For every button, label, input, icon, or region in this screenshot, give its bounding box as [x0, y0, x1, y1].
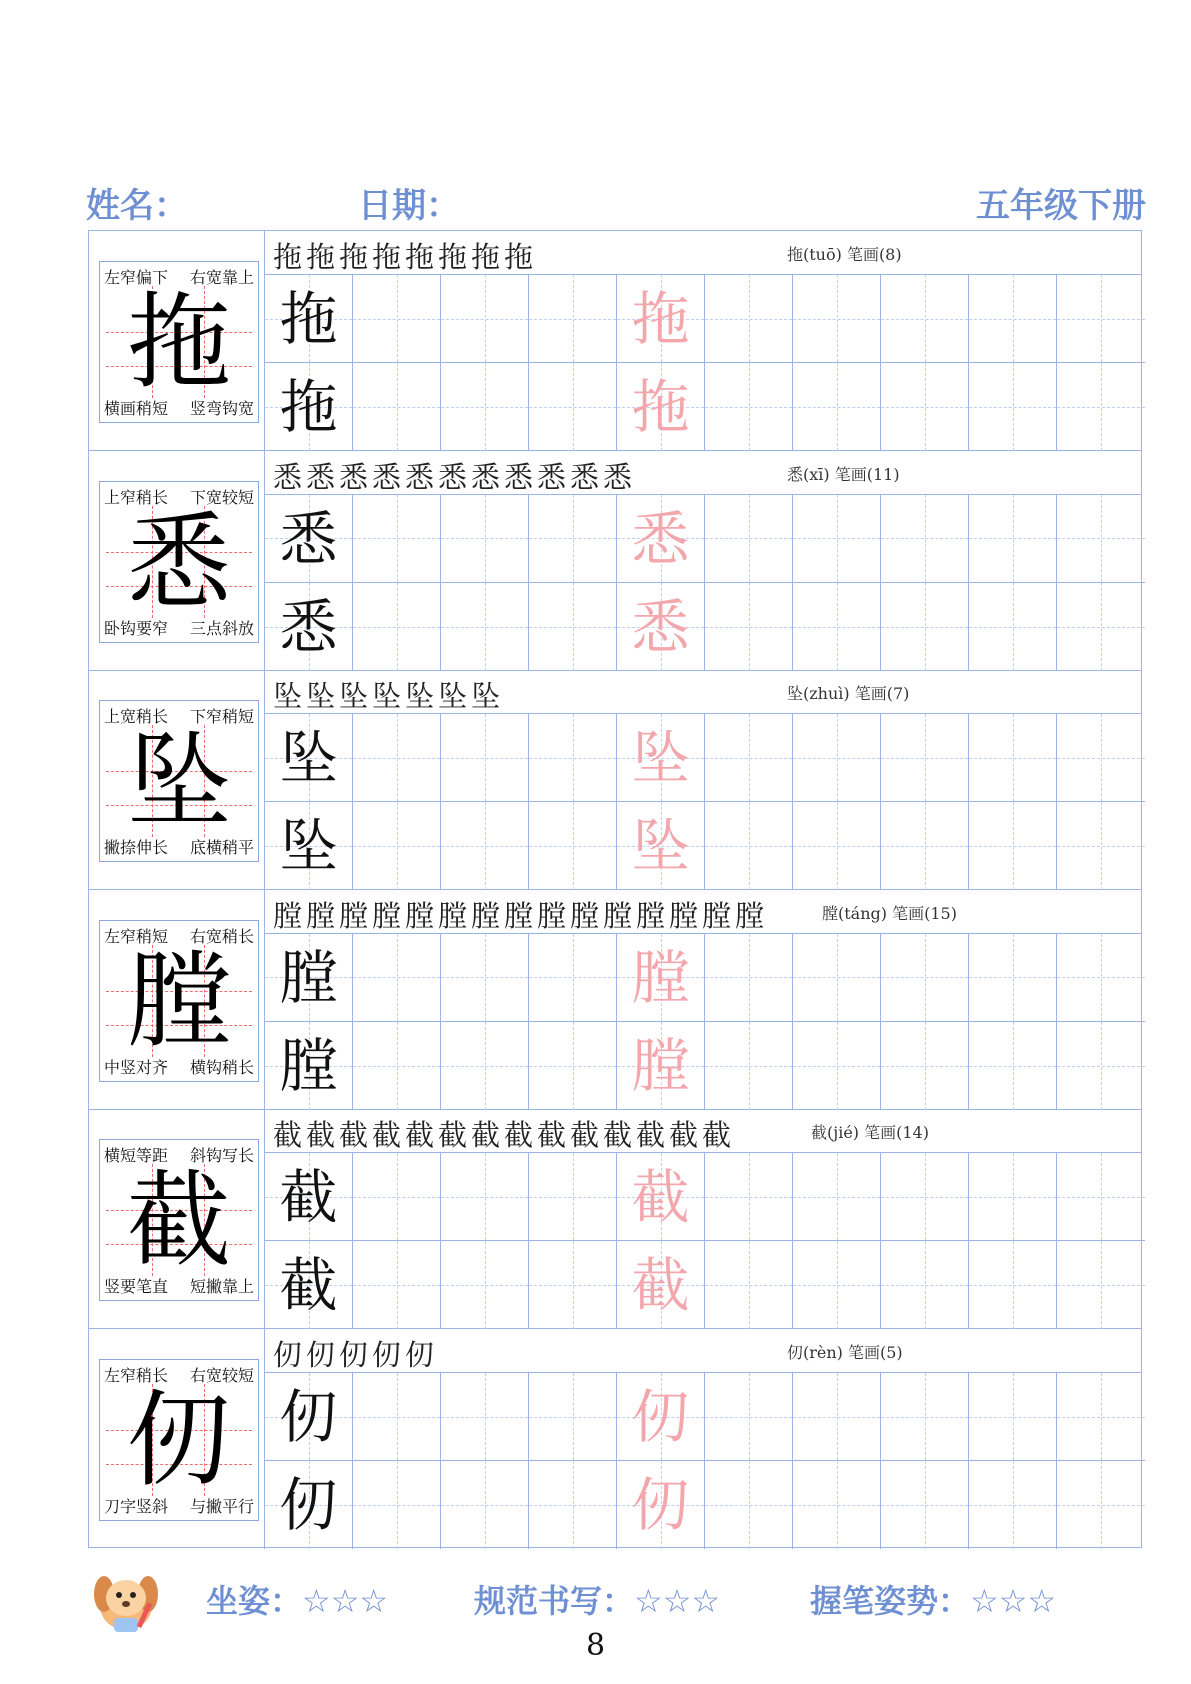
practice-grid: [265, 714, 1141, 890]
tian-grid-cell[interactable]: [705, 934, 793, 1022]
reference-cell: [89, 1109, 265, 1328]
tian-grid-cell[interactable]: [1057, 1373, 1145, 1461]
tian-grid-cell[interactable]: [529, 1153, 617, 1241]
tian-grid-cell[interactable]: [969, 714, 1057, 802]
tian-grid-cell[interactable]: [529, 802, 617, 890]
tian-grid-cell[interactable]: [881, 275, 969, 363]
trace-character: 坠: [631, 724, 690, 793]
footer: [86, 1568, 1146, 1628]
tian-grid-cell[interactable]: [1057, 363, 1145, 451]
tian-grid-cell[interactable]: [353, 1373, 441, 1461]
stroke-order-row: [265, 231, 1141, 275]
trace-character: 拖: [631, 373, 690, 441]
tian-grid-cell[interactable]: [353, 363, 441, 451]
tian-grid-cell[interactable]: [969, 495, 1057, 583]
stroke-order-row: [265, 451, 1141, 495]
tian-grid-cell[interactable]: [265, 275, 353, 363]
tian-grid-cell[interactable]: [969, 583, 1057, 671]
practice-row: [265, 583, 1141, 671]
tian-grid-cell[interactable]: [441, 363, 529, 451]
reference-card: [99, 920, 259, 1082]
tian-grid-cell[interactable]: [529, 1241, 617, 1329]
reference-cell: [89, 1329, 265, 1549]
trace-character: 仞: [631, 1383, 690, 1451]
practice-row: [265, 495, 1141, 583]
tian-grid-cell[interactable]: [617, 1373, 705, 1461]
reference-character: 膛: [126, 939, 231, 1062]
tian-grid-cell[interactable]: [969, 275, 1057, 363]
stroke-order-sequence: 膛膛膛膛膛膛膛膛膛膛膛膛膛膛膛: [273, 898, 769, 933]
tian-grid-cell[interactable]: [617, 275, 705, 363]
tian-grid-cell[interactable]: [881, 1022, 969, 1110]
tian-grid-cell[interactable]: [617, 802, 705, 890]
tian-grid-cell[interactable]: [353, 1022, 441, 1110]
tian-grid-cell[interactable]: [353, 495, 441, 583]
tian-grid-cell[interactable]: [617, 1241, 705, 1329]
tian-grid-cell[interactable]: [441, 1022, 529, 1110]
tian-grid-cell[interactable]: [705, 1241, 793, 1329]
tian-grid-cell[interactable]: [793, 934, 881, 1022]
model-character: 膛: [279, 1031, 338, 1100]
reference-card: [99, 481, 259, 643]
writing-tip: 右宽稍长: [189, 926, 254, 946]
writing-tip: 横短等距: [104, 1146, 169, 1166]
tian-grid-cell[interactable]: [793, 1022, 881, 1110]
reference-card: [99, 700, 259, 862]
tian-grid-cell[interactable]: [705, 1373, 793, 1461]
tian-grid-cell[interactable]: [617, 1153, 705, 1241]
writing-tip: 左窄稍长: [104, 1366, 169, 1385]
reference-character: 拖: [126, 281, 231, 403]
writing-tip: 斜钩写长: [189, 1146, 254, 1166]
practice-grid: [265, 934, 1141, 1110]
trace-character: 膛: [631, 943, 690, 1012]
tian-grid-cell[interactable]: [265, 1461, 353, 1549]
reference-card: [99, 261, 259, 423]
character-block: [89, 890, 1141, 1110]
tian-grid-cell[interactable]: [1057, 275, 1145, 363]
stroke-order-sequence: 截截截截截截截截截截截截截截: [273, 1118, 736, 1153]
model-character: 仞: [279, 1471, 338, 1539]
tian-grid-cell[interactable]: [705, 495, 793, 583]
tian-grid-cell[interactable]: [441, 1153, 529, 1241]
writing-tip: 左窄偏下: [104, 268, 169, 287]
practice-row: [265, 802, 1141, 890]
writing-tip: 横画稍短: [104, 399, 169, 418]
tian-grid-cell[interactable]: [793, 1461, 881, 1549]
tian-grid-cell[interactable]: [353, 1461, 441, 1549]
reference-cell: [89, 670, 265, 889]
reference-card: [99, 1139, 259, 1301]
trace-character: 悉: [631, 504, 690, 573]
tian-grid-cell[interactable]: [705, 1461, 793, 1549]
model-character: 坠: [279, 812, 338, 881]
tian-grid-cell[interactable]: [881, 1241, 969, 1329]
tian-grid-cell[interactable]: [353, 583, 441, 671]
tian-grid-cell[interactable]: [441, 495, 529, 583]
model-character: 拖: [279, 285, 338, 353]
practice-sheet: [88, 230, 1142, 1548]
tian-grid-cell[interactable]: [1057, 583, 1145, 671]
tian-grid-cell[interactable]: [881, 1153, 969, 1241]
pinyin-stroke-count: 截(jié) 笔画(14): [811, 1123, 929, 1143]
tian-grid-cell[interactable]: [529, 275, 617, 363]
practice-row: [265, 1022, 1141, 1110]
writing-tip: 短撇靠上: [189, 1277, 254, 1297]
model-character: 悉: [279, 592, 338, 661]
tian-grid-cell[interactable]: [529, 714, 617, 802]
practice-grid: [265, 275, 1141, 451]
tian-grid-cell[interactable]: [265, 1373, 353, 1461]
tian-grid-cell[interactable]: [793, 275, 881, 363]
writing-tip: 下宽较短: [189, 487, 254, 507]
tian-grid-cell[interactable]: [265, 934, 353, 1022]
trace-character: 悉: [631, 592, 690, 661]
reference-character: 仞: [126, 1379, 231, 1501]
tian-grid-cell[interactable]: [705, 802, 793, 890]
tian-grid-cell[interactable]: [529, 363, 617, 451]
writing-tip: 右宽较短: [189, 1366, 254, 1385]
tian-grid-cell[interactable]: [353, 275, 441, 363]
pinyin-stroke-count: 仞(rèn) 笔画(5): [787, 1343, 903, 1362]
tian-grid-cell[interactable]: [441, 583, 529, 671]
writing-tip: 刀字竖斜: [104, 1497, 169, 1516]
model-character: 悉: [279, 504, 338, 573]
pinyin-stroke-count: 膛(táng) 笔画(15): [822, 903, 957, 923]
writing-tip: 撇捺伸长: [104, 838, 169, 858]
tian-grid-cell[interactable]: [969, 1241, 1057, 1329]
reference-cell: [89, 451, 265, 670]
tian-grid-cell[interactable]: [793, 1373, 881, 1461]
puppy-mascot-icon: [86, 1558, 166, 1638]
writing-tip: 下窄稍短: [189, 707, 254, 727]
tian-grid-cell[interactable]: [1057, 714, 1145, 802]
name-label: 姓名：: [86, 186, 188, 226]
stroke-order-row: [265, 1109, 1141, 1153]
tian-grid-cell[interactable]: [793, 583, 881, 671]
trace-character: 截: [631, 1163, 690, 1232]
tian-grid-cell[interactable]: [1057, 495, 1145, 583]
model-character: 截: [279, 1251, 338, 1320]
reference-character: 悉: [126, 500, 231, 623]
reference-character: 截: [126, 1159, 231, 1282]
tian-grid-cell[interactable]: [529, 934, 617, 1022]
character-block: [89, 231, 1141, 451]
tian-grid-cell[interactable]: [265, 363, 353, 451]
pen-grip-rating: 握笔姿势：☆☆☆: [810, 1582, 1057, 1620]
practice-row: [265, 275, 1141, 363]
practice-grid: [265, 1373, 1141, 1549]
tian-grid-cell[interactable]: [705, 1022, 793, 1110]
tian-grid-cell[interactable]: [617, 1461, 705, 1549]
model-character: 仞: [279, 1383, 338, 1451]
trace-character: 截: [631, 1251, 690, 1320]
tian-grid-cell[interactable]: [881, 363, 969, 451]
tian-grid-cell[interactable]: [441, 275, 529, 363]
tian-grid-cell[interactable]: [1057, 1461, 1145, 1549]
tian-grid-cell[interactable]: [265, 495, 353, 583]
trace-character: 坠: [631, 812, 690, 881]
tian-grid-cell[interactable]: [265, 1022, 353, 1110]
header: [86, 178, 1146, 228]
tian-grid-cell[interactable]: [705, 583, 793, 671]
stroke-order-sequence: 仞仞仞仞仞: [273, 1338, 439, 1372]
tian-grid-cell[interactable]: [265, 1153, 353, 1241]
writing-tip: 卧钩要窄: [104, 618, 169, 638]
writing-tip: 右宽靠上: [189, 268, 254, 287]
tian-grid-cell[interactable]: [529, 1461, 617, 1549]
practice-row: [265, 714, 1141, 802]
model-character: 坠: [279, 724, 338, 793]
practice-row: [265, 1373, 1141, 1461]
tian-grid-cell[interactable]: [617, 1022, 705, 1110]
tian-grid-cell[interactable]: [529, 1373, 617, 1461]
tian-grid-cell[interactable]: [793, 363, 881, 451]
tian-grid-cell[interactable]: [353, 802, 441, 890]
tian-grid-cell[interactable]: [705, 1153, 793, 1241]
tian-grid-cell[interactable]: [969, 802, 1057, 890]
sitting-posture-rating: 坐姿：☆☆☆: [206, 1582, 389, 1620]
writing-tip: 与撇平行: [189, 1497, 254, 1516]
tian-grid-cell[interactable]: [529, 583, 617, 671]
tian-grid-cell[interactable]: [353, 1241, 441, 1329]
pinyin-stroke-count: 拖(tuō) 笔画(8): [787, 245, 902, 264]
tian-grid-cell[interactable]: [705, 363, 793, 451]
tian-grid-cell[interactable]: [353, 934, 441, 1022]
tian-grid-cell[interactable]: [441, 802, 529, 890]
tian-grid-cell[interactable]: [529, 1022, 617, 1110]
character-block: [89, 670, 1141, 890]
tian-grid-cell[interactable]: [793, 714, 881, 802]
stroke-order-row: [265, 890, 1141, 934]
stroke-order-sequence: 坠坠坠坠坠坠坠: [273, 679, 505, 714]
tian-grid-cell[interactable]: [793, 495, 881, 583]
tian-grid-cell[interactable]: [441, 1241, 529, 1329]
practice-row: [265, 934, 1141, 1022]
practice-grid: [265, 495, 1141, 671]
practice-row: [265, 1241, 1141, 1329]
trace-character: 拖: [631, 285, 690, 353]
tian-grid-cell[interactable]: [353, 1153, 441, 1241]
practice-grid: [265, 1153, 1141, 1329]
writing-tip: 上宽稍长: [104, 707, 169, 727]
tian-grid-cell[interactable]: [617, 934, 705, 1022]
tian-grid-cell[interactable]: [617, 363, 705, 451]
tian-grid-cell[interactable]: [793, 802, 881, 890]
stroke-order-row: [265, 670, 1141, 714]
tian-grid-cell[interactable]: [265, 802, 353, 890]
practice-row: [265, 363, 1141, 451]
reference-cell: [89, 890, 265, 1109]
writing-tip: 上窄稍长: [104, 487, 169, 507]
tian-grid-cell[interactable]: [265, 714, 353, 802]
writing-tip: 横钩稍长: [189, 1057, 254, 1077]
tian-grid-cell[interactable]: [1057, 934, 1145, 1022]
tian-grid-cell[interactable]: [441, 1461, 529, 1549]
tian-grid-cell[interactable]: [969, 1022, 1057, 1110]
tian-grid-cell[interactable]: [969, 1153, 1057, 1241]
tian-grid-cell[interactable]: [617, 495, 705, 583]
writing-tip: 竖弯钩宽: [189, 399, 254, 418]
writing-tip: 底横稍平: [189, 838, 254, 858]
tian-grid-cell[interactable]: [793, 1241, 881, 1329]
writing-tip: 竖要笔直: [104, 1277, 169, 1297]
tian-grid-cell[interactable]: [705, 275, 793, 363]
stroke-order-row: [265, 1329, 1141, 1373]
page-number: 8: [585, 1628, 606, 1663]
tian-grid-cell[interactable]: [881, 1461, 969, 1549]
tian-grid-cell[interactable]: [881, 583, 969, 671]
tian-grid-cell[interactable]: [617, 714, 705, 802]
character-block: [89, 1109, 1141, 1329]
practice-row: [265, 1461, 1141, 1549]
tian-grid-cell[interactable]: [265, 583, 353, 671]
tian-grid-cell[interactable]: [441, 714, 529, 802]
pinyin-stroke-count: 坠(zhuì) 笔画(7): [787, 684, 910, 704]
tian-grid-cell[interactable]: [353, 714, 441, 802]
tian-grid-cell[interactable]: [881, 802, 969, 890]
tian-grid-cell[interactable]: [1057, 1241, 1145, 1329]
reference-cell: [89, 231, 265, 450]
writing-tip: 三点斜放: [189, 618, 254, 638]
tian-grid-cell[interactable]: [617, 583, 705, 671]
tian-grid-cell[interactable]: [881, 714, 969, 802]
trace-character: 膛: [631, 1031, 690, 1100]
reference-character: 坠: [126, 720, 231, 843]
tian-grid-cell[interactable]: [265, 1241, 353, 1329]
character-block: [89, 451, 1141, 671]
stroke-order-sequence: 悉悉悉悉悉悉悉悉悉悉悉: [273, 459, 637, 494]
tian-grid-cell[interactable]: [1057, 802, 1145, 890]
practice-row: [265, 1153, 1141, 1241]
writing-tip: 中竖对齐: [104, 1057, 169, 1077]
tian-grid-cell[interactable]: [969, 363, 1057, 451]
stroke-order-sequence: 拖拖拖拖拖拖拖拖: [273, 240, 538, 274]
reference-card: [99, 1359, 259, 1521]
tian-grid-cell[interactable]: [969, 1461, 1057, 1549]
tian-grid-cell[interactable]: [969, 1373, 1057, 1461]
grade-label: 五年级下册: [976, 186, 1146, 226]
tian-grid-cell[interactable]: [441, 934, 529, 1022]
model-character: 拖: [279, 373, 338, 441]
model-character: 截: [279, 1163, 338, 1232]
tian-grid-cell[interactable]: [881, 934, 969, 1022]
tian-grid-cell[interactable]: [441, 1373, 529, 1461]
tian-grid-cell[interactable]: [881, 1373, 969, 1461]
tian-grid-cell[interactable]: [705, 714, 793, 802]
tian-grid-cell[interactable]: [881, 495, 969, 583]
trace-character: 仞: [631, 1471, 690, 1539]
tian-grid-cell[interactable]: [529, 495, 617, 583]
tian-grid-cell[interactable]: [793, 1153, 881, 1241]
character-block: [89, 1329, 1141, 1549]
model-character: 膛: [279, 943, 338, 1012]
writing-rating: 规范书写：☆☆☆: [474, 1582, 721, 1620]
writing-tip: 左窄稍短: [104, 926, 169, 946]
tian-grid-cell[interactable]: [1057, 1153, 1145, 1241]
tian-grid-cell[interactable]: [1057, 1022, 1145, 1110]
date-label: 日期：: [358, 186, 460, 226]
tian-grid-cell[interactable]: [969, 934, 1057, 1022]
pinyin-stroke-count: 悉(xī) 笔画(11): [787, 464, 900, 484]
